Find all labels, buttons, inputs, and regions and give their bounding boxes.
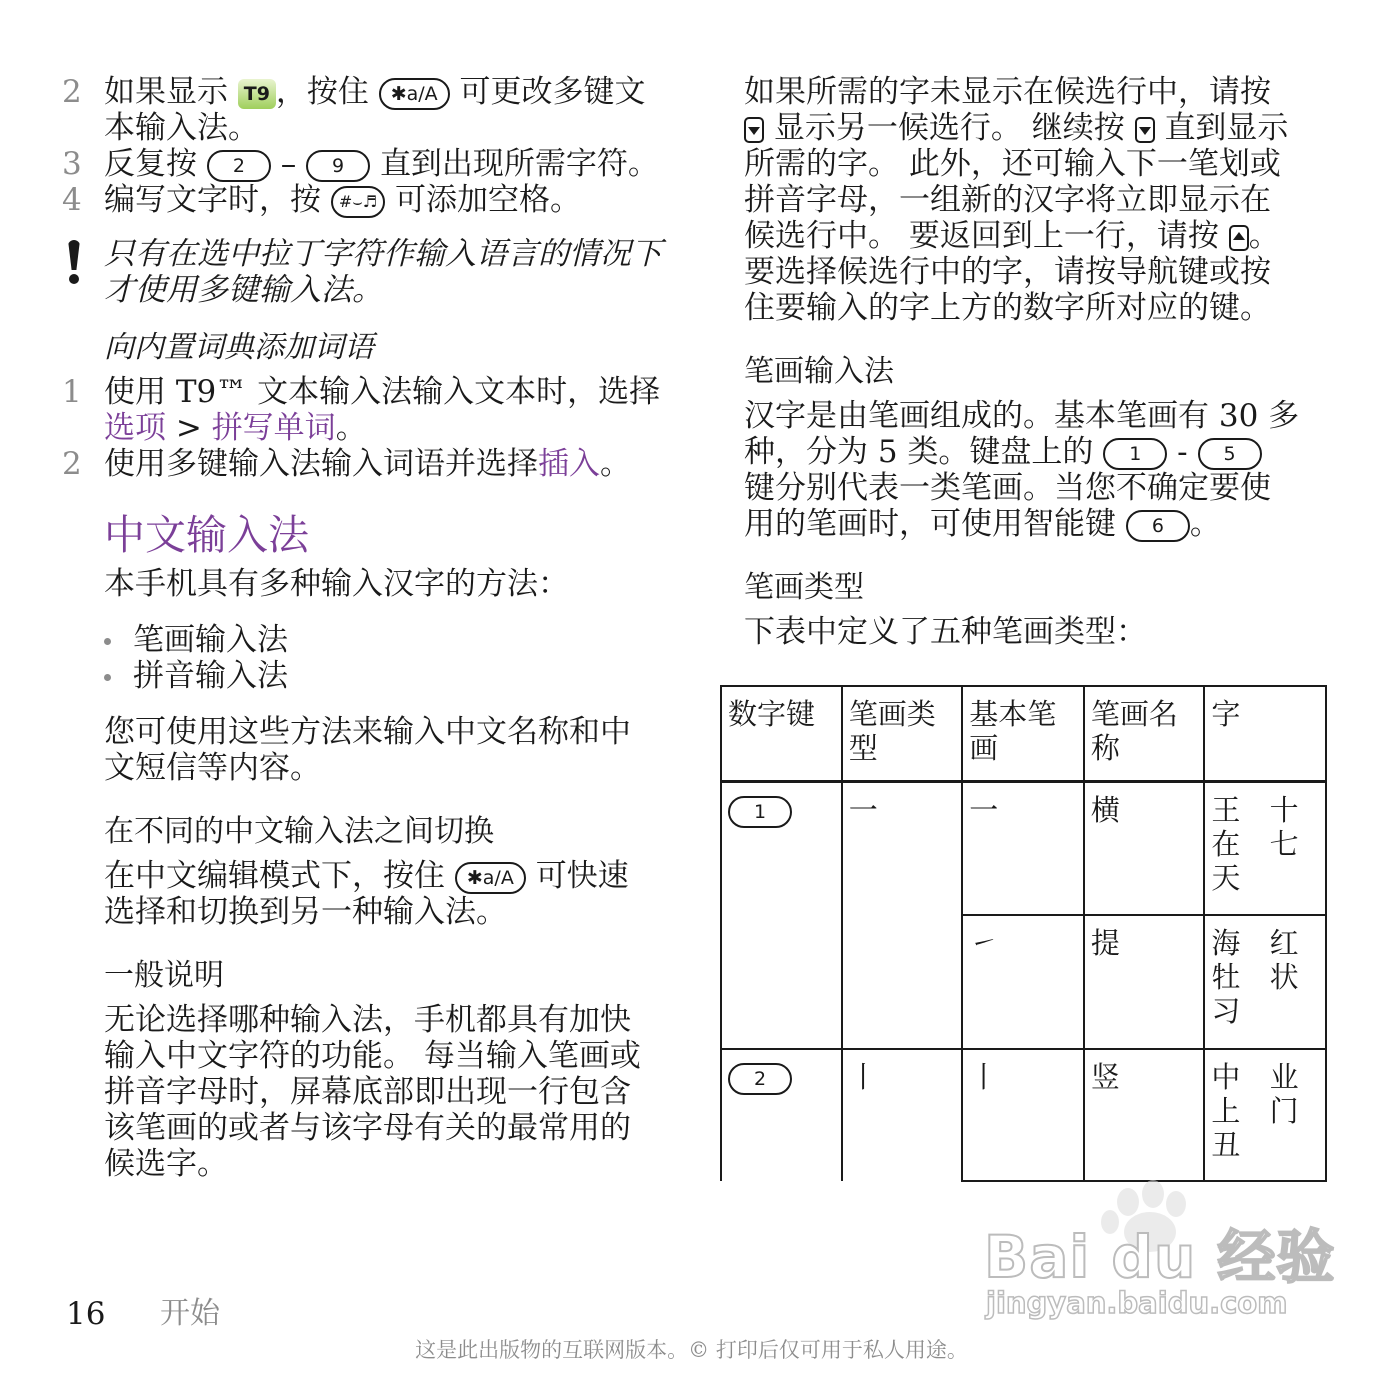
star-key-icon: ✱a/A <box>379 78 450 110</box>
paragraph-line: 直到显示 <box>1164 110 1289 146</box>
dash: – <box>280 146 297 182</box>
char-line: 上 门 <box>1211 1094 1309 1128</box>
switch-title: 在不同的中文输入法之间切换 <box>104 814 494 849</box>
section-name: 开始 <box>160 1296 220 1331</box>
paragraph <box>104 714 674 786</box>
hash-key-icon: #⌣♬ <box>331 186 385 218</box>
step-text: 如果显示 <box>104 74 228 110</box>
candidate-paragraph <box>744 74 1344 326</box>
stroke-type-glyph: 一 <box>848 792 878 827</box>
step-text: 编写文字时，按 <box>104 182 321 218</box>
general-paragraph <box>104 1002 684 1182</box>
note <box>104 236 674 308</box>
spell-word-link[interactable]: 拼写单词 <box>211 410 336 446</box>
types-title: 笔画类型 <box>744 570 864 605</box>
char-line: 中 业 <box>1211 1060 1309 1094</box>
table-row <box>721 781 1326 915</box>
chars-cell <box>1204 1049 1326 1181</box>
paragraph-line: 所需的字。 此外，还可输入下一笔划或 <box>744 146 1281 182</box>
basic-stroke-glyph: 一 <box>969 792 999 827</box>
nav-down-icon <box>744 117 764 143</box>
basic-stroke-glyph: ㇀ <box>969 926 999 960</box>
char-line: 在 七 <box>1211 826 1309 861</box>
paragraph-line: 该笔画的或者与该字母有关的最常用的 <box>104 1110 631 1146</box>
stroke-type-cell <box>842 781 963 1049</box>
key-6-icon: 6 <box>1126 510 1190 542</box>
key-cell <box>721 781 842 1049</box>
step-text: 本输入法。 <box>104 110 259 146</box>
step-text: 反复按 <box>104 146 197 182</box>
nav-down-icon <box>1135 117 1155 143</box>
step-text: 使用 T9™ 文本输入法输入文本时，选择 <box>104 374 661 410</box>
stroke-name-cell: 提 <box>1084 915 1205 1049</box>
char-line: 海 红 <box>1211 926 1309 960</box>
stroke-type-table <box>720 685 1327 1182</box>
step-text: 直到出现所需字符。 <box>379 146 659 182</box>
general-title: 一般说明 <box>104 958 224 993</box>
chars-cell <box>1204 915 1326 1049</box>
basic-stroke-cell <box>962 781 1084 915</box>
table-row <box>721 1049 1326 1181</box>
step-text: 使用多键输入法输入词语并选择 <box>104 446 538 482</box>
paragraph-line: 汉字是由笔画组成的。基本笔画有 30 多 <box>744 398 1300 434</box>
step-number: 3 <box>62 146 82 182</box>
switch-paragraph <box>104 858 684 930</box>
section-heading: 中文输入法 <box>104 511 309 559</box>
header-cell: 笔画类型 <box>842 686 963 781</box>
stroke-paragraph <box>744 398 1344 542</box>
step-text: 可添加空格。 <box>395 182 581 218</box>
chars-cell <box>1204 781 1326 915</box>
note-line: 才使用多键输入法。 <box>104 272 383 308</box>
header-cell: 笔画名称 <box>1084 686 1205 781</box>
key-9-icon: 9 <box>306 150 370 182</box>
key-cell <box>721 1049 842 1181</box>
warning-icon <box>66 240 82 284</box>
note-line: 只有在选中拉丁字符作输入语言的情况下 <box>104 236 662 272</box>
bullet-icon <box>104 674 111 681</box>
paragraph-line: 。 <box>1189 506 1221 542</box>
char-line: 习 <box>1211 994 1251 1028</box>
step-text: ，按住 <box>275 74 369 110</box>
step-text: 。 <box>600 446 631 482</box>
paragraph-line: 候选行中。 要返回到上一行，请按 <box>744 218 1219 254</box>
bullet-text: 笔画输入法 <box>133 622 288 658</box>
header-cell: 字 <box>1204 686 1326 781</box>
paragraph-line: 键分别代表一类笔画。当您不确定要使 <box>744 470 1271 506</box>
stroke-type-glyph: 丨 <box>848 1060 878 1094</box>
char-line: 天 <box>1211 860 1251 895</box>
paragraph-line: 文短信等内容。 <box>104 750 321 786</box>
basic-stroke-cell <box>962 1049 1084 1181</box>
key-2-icon: 2 <box>728 1063 792 1095</box>
options-link[interactable]: 选项 <box>104 410 166 446</box>
paragraph-line: 拼音字母，一组新的汉字将立即显示在 <box>744 182 1271 218</box>
dash: - <box>1177 434 1188 470</box>
char-line: 牡 状 <box>1211 960 1309 994</box>
watermark-brand: Bai du 经验 <box>984 1223 1336 1291</box>
nav-up-icon <box>1229 225 1249 251</box>
stroke-type-cell <box>842 1049 963 1181</box>
intro-text: 本手机具有多种输入汉字的方法： <box>104 566 569 602</box>
types-intro: 下表中定义了五种笔画类型： <box>744 614 1147 650</box>
paragraph-line: 显示另一候选行。 继续按 <box>773 110 1125 146</box>
paragraph-line: 要选择候选行中的字，请按导航键或按 <box>744 254 1271 290</box>
basic-stroke-cell <box>962 915 1084 1049</box>
step-number: 4 <box>62 182 82 218</box>
step-text: 可更改多键文 <box>459 74 646 110</box>
paragraph-line: 住要输入的字上方的数字所对应的键。 <box>744 290 1271 326</box>
key-1-icon: 1 <box>1103 438 1167 470</box>
step-number: 2 <box>62 74 82 110</box>
key-5-icon: 5 <box>1198 438 1262 470</box>
star-key-icon: ✱a/A <box>455 862 526 894</box>
paragraph-line: 种，分为 5 类。键盘上的 <box>744 434 1094 470</box>
key-1-icon: 1 <box>728 796 792 828</box>
bullet-text: 拼音输入法 <box>133 658 288 694</box>
bullet-icon <box>104 638 111 645</box>
page-number: 16 <box>66 1296 106 1332</box>
t9-icon: T9 <box>238 79 276 109</box>
copyright-note: 这是此出版物的互联网版本。© 打印后仅可用于私人用途。 <box>415 1338 968 1362</box>
paragraph-line: 。 <box>1248 218 1280 254</box>
paragraph-line: 候选字。 <box>104 1146 228 1182</box>
header-cell: 数字键 <box>721 686 842 781</box>
char-line: 丑 <box>1211 1128 1251 1162</box>
table-header-row <box>721 686 1326 781</box>
step-text: 。 <box>335 410 367 446</box>
insert-link[interactable]: 插入 <box>538 446 600 482</box>
stroke-title: 笔画输入法 <box>744 354 894 389</box>
header-cell: 基本笔画 <box>962 686 1084 781</box>
dict-title: 向内置词典添加词语 <box>104 330 374 365</box>
key-2-icon: 2 <box>207 150 271 182</box>
paragraph-line: 无论选择哪种输入法，手机都具有加快 <box>104 1002 631 1038</box>
step-number: 2 <box>62 446 82 482</box>
paragraph-line: 您可使用这些方法来输入中文名称和中 <box>104 714 631 750</box>
paragraph-line: 选择和切换到另一种输入法。 <box>104 894 507 930</box>
paragraph-line: 如果所需的字未显示在候选行中，请按 <box>744 74 1271 110</box>
stroke-name-cell: 横 <box>1084 781 1205 915</box>
basic-stroke-glyph: 丨 <box>969 1060 999 1094</box>
char-line: 王 十 <box>1211 792 1309 827</box>
bullet-item <box>104 622 288 658</box>
step-number: 1 <box>62 374 82 410</box>
paragraph-line: 在中文编辑模式下，按住 <box>104 858 445 894</box>
separator: > <box>166 410 212 446</box>
paragraph-line: 用的笔画时，可使用智能键 <box>744 506 1116 542</box>
watermark-url: jingyan.baidu.com <box>986 1286 1288 1320</box>
paragraph-line: 输入中文字符的功能。 每当输入笔画或 <box>104 1038 641 1074</box>
paragraph-line: 可快速 <box>535 858 629 894</box>
bullet-item <box>104 658 288 694</box>
paragraph-line: 拼音字母时，屏幕底部即出现一行包含 <box>104 1074 631 1110</box>
stroke-name-cell: 竖 <box>1084 1049 1205 1181</box>
